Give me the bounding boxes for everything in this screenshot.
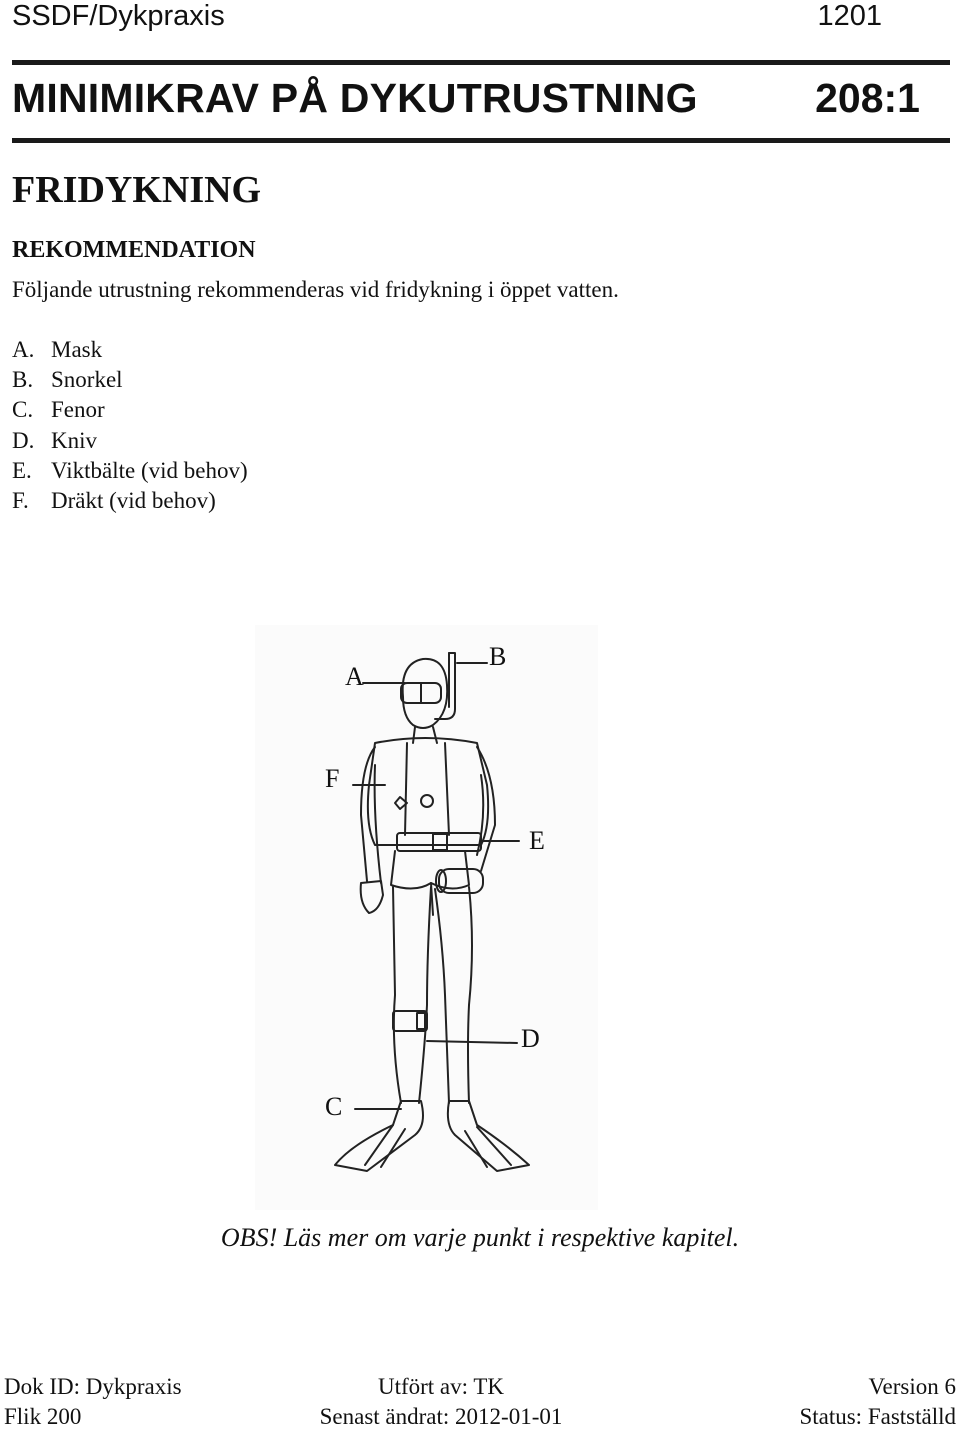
page-code: 208:1: [815, 75, 920, 121]
leader-line-d: [427, 1041, 517, 1043]
diver-left-leg: [393, 887, 431, 1103]
diver-right-leg: [435, 887, 472, 1103]
list-item-text: Kniv: [51, 427, 97, 453]
list-item-text: Mask: [51, 337, 103, 362]
footer-modified: Senast ändrat: 2012-01-01: [319, 1404, 563, 1429]
list-item-text: Viktbälte (vid behov): [51, 457, 248, 483]
label-b: B: [489, 642, 507, 671]
weight-belt-icon: [397, 833, 481, 851]
page-title: MINIMIKRAV PÅ DYKUTRUSTNING: [12, 75, 698, 121]
footer-version: Version 6: [868, 1374, 956, 1399]
diver-drawing: [255, 625, 598, 1210]
footer-doc-id: Dok ID: Dykpraxis: [4, 1374, 182, 1399]
label-c: C: [325, 1092, 343, 1121]
section-intro: Följande utrustning rekommenderas vid fridykning i öppet vatten.: [12, 277, 619, 302]
diver-torso: [368, 738, 488, 845]
list-item-text: Snorkel: [51, 367, 123, 393]
list-item: [12, 486, 248, 516]
section-subtitle: REKOMMENDATION: [12, 237, 256, 263]
list-item-letter: D.: [12, 427, 35, 453]
list-item: [12, 335, 248, 365]
list-item: [12, 426, 248, 456]
list-item-letter: F.: [12, 487, 29, 513]
list-item-letter: C.: [12, 397, 34, 423]
equipment-list: [12, 335, 248, 516]
list-item-letter: E.: [12, 457, 32, 483]
list-item-letter: B.: [12, 367, 34, 393]
right-fin-icon: [448, 1101, 529, 1171]
list-item: [12, 395, 248, 425]
footer-tab: Flik 200: [4, 1404, 82, 1429]
section-title: FRIDYKNING: [12, 169, 262, 211]
note-text: OBS! Läs mer om varje punkt i respektive kapitel.: [220, 1223, 740, 1252]
footer-author: Utfört av: TK: [377, 1374, 505, 1399]
list-item-letter: A.: [12, 337, 35, 362]
list-item: [12, 456, 248, 486]
header-rule-bottom: [12, 138, 950, 143]
list-item-text: Dräkt (vid behov): [51, 487, 216, 513]
diver-right-arm: [477, 747, 495, 871]
header-page-number: 1201: [817, 0, 882, 32]
label-e: E: [529, 826, 545, 855]
footer-status: Status: Fastställd: [799, 1404, 956, 1429]
diver-illustration: [255, 625, 598, 1210]
list-item: [12, 365, 248, 395]
label-a: A: [345, 662, 364, 691]
label-f: F: [325, 764, 340, 793]
header-document-name: SSDF/Dykpraxis: [12, 0, 225, 32]
header-rule-top: [12, 60, 950, 65]
list-item-text: Fenor: [51, 397, 105, 423]
label-d: D: [521, 1024, 540, 1053]
left-fin-icon: [335, 1101, 423, 1171]
